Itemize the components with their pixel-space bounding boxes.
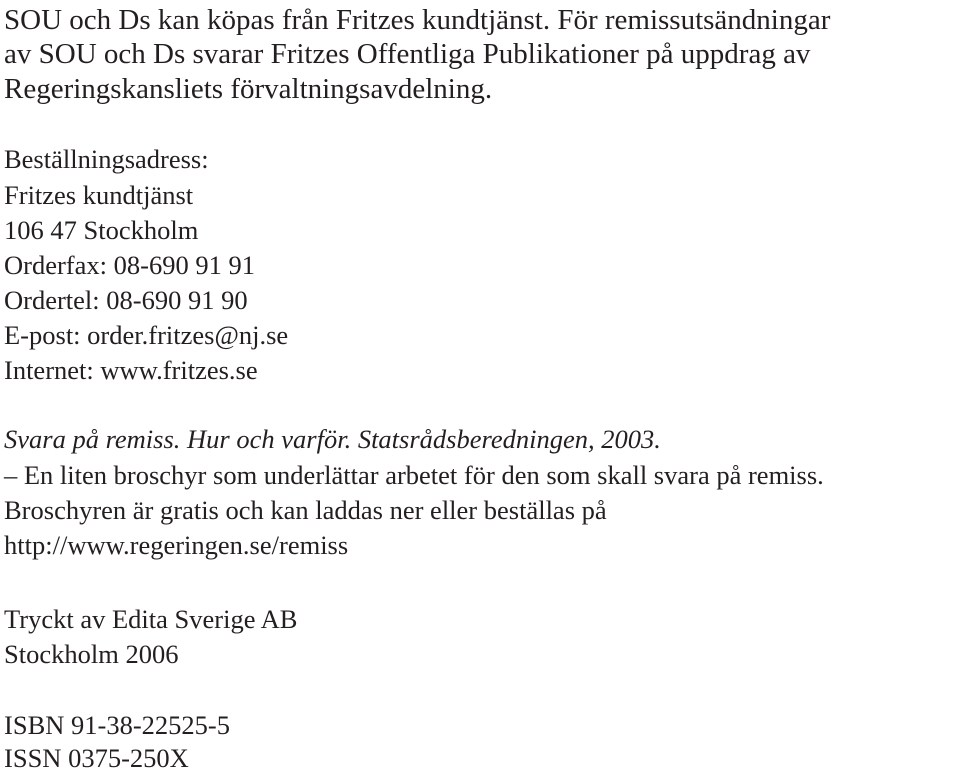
- order-address-name: Fritzes kundtjänst: [4, 180, 194, 210]
- brochure-description: – En liten broschyr som underlättar arbetet för den som skall svara på remiss.: [4, 460, 824, 490]
- issn: ISSN 0375-250X: [4, 743, 189, 773]
- brochure-availability: Broschyren är gratis och kan laddas ner eller beställas på: [4, 495, 607, 525]
- brochure-url[interactable]: http://www.regeringen.se/remiss: [4, 530, 349, 560]
- order-phone: Ordertel: 08-690 91 90: [4, 285, 248, 315]
- brochure-title: Svara på remiss. Hur och varför. Statsrådsberedningen, 2003.: [4, 424, 661, 454]
- intro-line-2: av SOU och Ds svarar Fritzes Offentliga Publikationer på uppdrag av: [4, 38, 811, 70]
- intro-line-1: SOU och Ds kan köpas från Fritzes kundtjänst. För remissutsändningar: [4, 4, 831, 36]
- printer-name: Tryckt av Edita Sverige AB: [4, 604, 298, 634]
- order-email[interactable]: E-post: order.fritzes@nj.se: [4, 320, 289, 350]
- printer-city-year: Stockholm 2006: [4, 639, 179, 669]
- order-website[interactable]: Internet: www.fritzes.se: [4, 355, 258, 385]
- isbn: ISBN 91-38-22525-5: [4, 710, 230, 740]
- intro-line-3: Regeringskansliets förvaltningsavdelning.: [4, 73, 493, 105]
- order-fax: Orderfax: 08-690 91 91: [4, 250, 255, 280]
- order-address-heading: Beställningsadress:: [4, 144, 209, 174]
- order-address-city: 106 47 Stockholm: [4, 215, 199, 245]
